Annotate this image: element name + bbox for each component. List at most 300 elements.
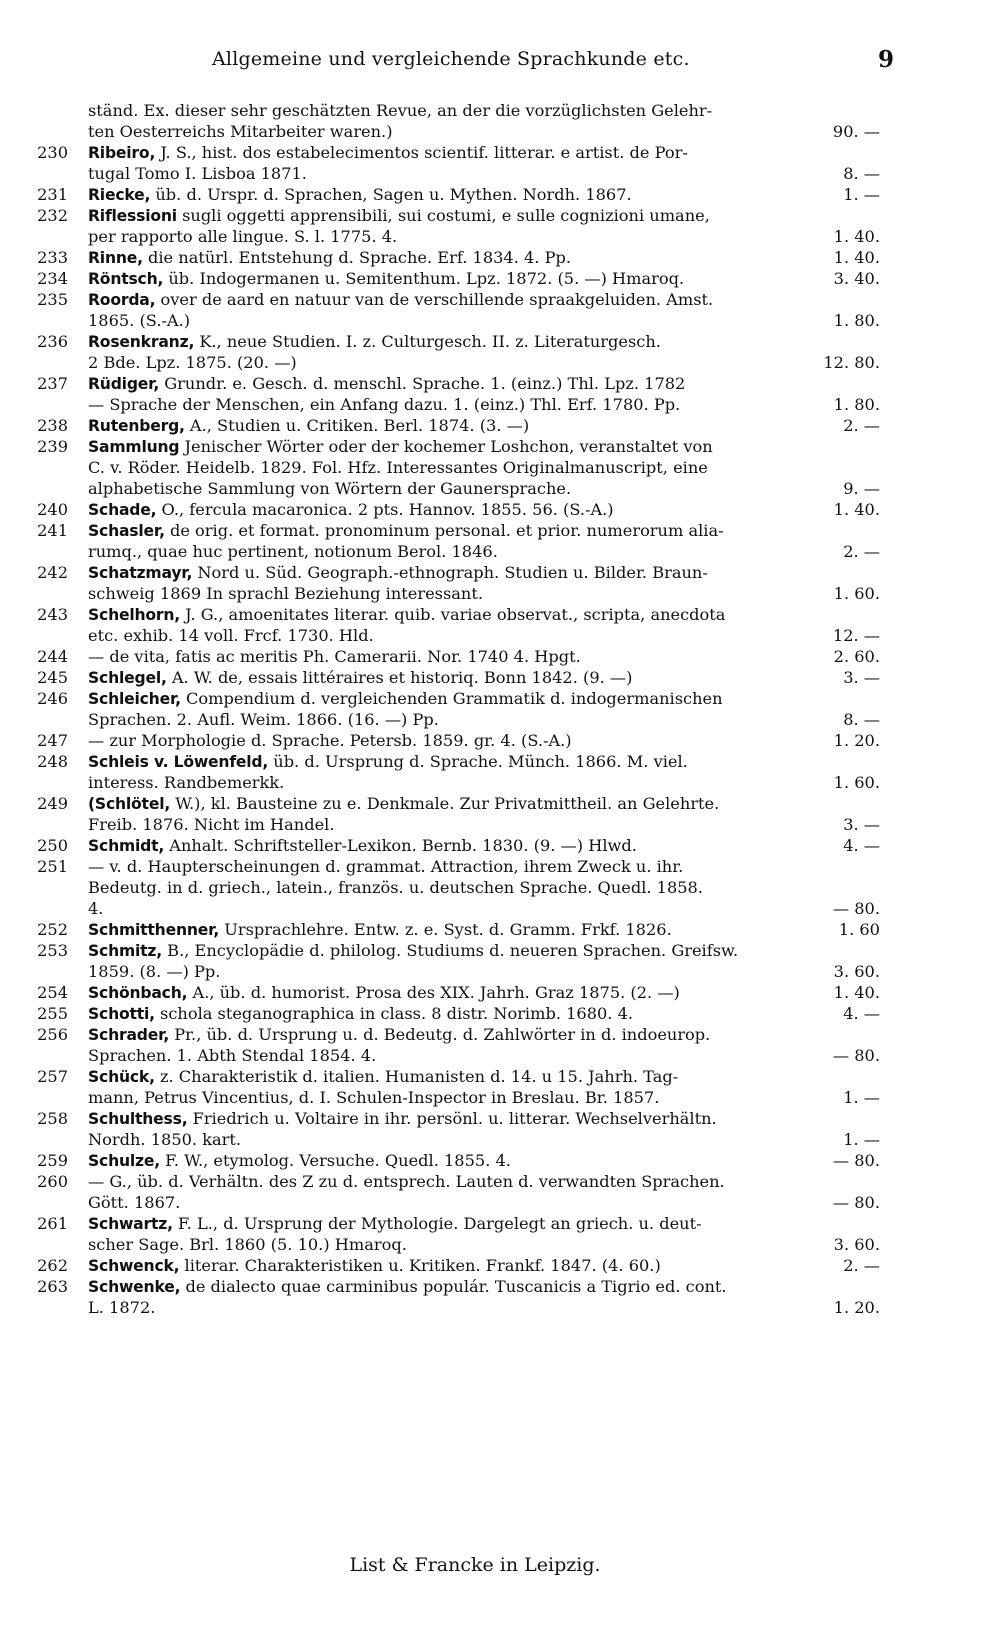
- entry-text: [88, 940, 738, 962]
- catalogue-entry: [0, 667, 1000, 688]
- entry-author: Riflessioni: [88, 207, 177, 225]
- catalogue-entry: [0, 730, 1000, 751]
- entry-price: 3. —: [843, 668, 880, 687]
- catalogue-entry: [0, 1024, 1000, 1066]
- entry-line: [0, 373, 1000, 394]
- entry-line: [0, 1234, 1000, 1255]
- entry-author: Schwenke,: [88, 1278, 181, 1296]
- entry-author: Schlegel,: [88, 669, 167, 687]
- catalogue-entry: [0, 562, 1000, 604]
- entry-text: [88, 1213, 702, 1235]
- entry-author: Schleicher,: [88, 690, 181, 708]
- entry-line: [0, 310, 1000, 331]
- entry-description: Freib. 1876. Nicht im Handel.: [88, 815, 335, 834]
- entry-author: Rüdiger,: [88, 375, 160, 393]
- catalogue-entry: [0, 940, 1000, 982]
- entry-line: [0, 289, 1000, 310]
- entry-text: [88, 961, 220, 982]
- entry-price: 8. —: [843, 710, 880, 729]
- entry-line: [0, 604, 1000, 625]
- entry-author: Schasler,: [88, 522, 165, 540]
- entry-number: 250: [37, 836, 68, 855]
- entry-number: 231: [37, 185, 68, 204]
- entry-price: — 80.: [832, 1046, 880, 1065]
- entry-price: 90. —: [832, 122, 880, 141]
- entry-line: [0, 877, 1000, 898]
- entry-number: 241: [37, 521, 68, 540]
- entry-number: 262: [37, 1256, 68, 1275]
- entry-number: 234: [37, 269, 68, 288]
- entry-description: die natürl. Entstehung d. Sprache. Erf. 1834. 4. Pp.: [142, 248, 571, 267]
- entry-text: [88, 100, 712, 121]
- entry-line: [0, 1108, 1000, 1129]
- entry-number: 245: [37, 668, 68, 687]
- catalogue-entry: [0, 604, 1000, 646]
- entry-description: Ursprachlehre. Entw. z. e. Syst. d. Gramm. Frkf. 1826.: [219, 920, 672, 939]
- entry-author: Schmidt,: [88, 837, 165, 855]
- entry-line: [0, 1171, 1000, 1192]
- entry-description: de dialecto quae carminibus populár. Tuscanicis a Tigrio ed. cont.: [180, 1277, 727, 1296]
- entry-number: 252: [37, 920, 68, 939]
- entry-line: [0, 751, 1000, 772]
- entry-author: Schleis v. Löwenfeld,: [88, 753, 269, 771]
- entry-description: Gött. 1867.: [88, 1193, 181, 1212]
- entry-number: 236: [37, 332, 68, 351]
- entry-text: [88, 541, 498, 562]
- entry-line: [0, 541, 1000, 562]
- entry-line: [0, 100, 1000, 121]
- entry-price: 3. —: [843, 815, 880, 834]
- entry-description: rumq., quae huc pertinent, notionum Berol. 1846.: [88, 542, 498, 561]
- entry-description: F. W., etymolog. Versuche. Quedl. 1855. 4.: [160, 1151, 511, 1170]
- entry-price: 1. —: [843, 1130, 880, 1149]
- entry-description: etc. exhib. 14 voll. Frcf. 1730. Hld.: [88, 626, 374, 645]
- entry-description: ten Oesterreichs Mitarbeiter waren.): [88, 122, 393, 141]
- catalogue-entry: [0, 1066, 1000, 1108]
- entry-number: 261: [37, 1214, 68, 1233]
- catalogue-entry: [0, 1150, 1000, 1171]
- entry-description: z. Charakteristik d. italien. Humanisten d. 14. u 15. Jahrh. Tag-: [154, 1067, 679, 1086]
- catalogue-entry: [0, 520, 1000, 562]
- entry-text: [88, 1108, 717, 1130]
- entry-description: üb. d. Urspr. d. Sprachen, Sagen u. Mythen. Nordh. 1867.: [150, 185, 632, 204]
- entry-line: [0, 982, 1000, 1003]
- entry-line: [0, 268, 1000, 289]
- entry-price: 1. 40.: [833, 248, 880, 267]
- catalogue-entry: [0, 205, 1000, 247]
- entry-number: 254: [37, 983, 68, 1002]
- entry-line: [0, 205, 1000, 226]
- entry-text: [88, 604, 725, 626]
- entry-line: [0, 415, 1000, 436]
- entry-number: 247: [37, 731, 68, 750]
- entry-price: 12. 80.: [823, 353, 880, 372]
- entry-author: Schade,: [88, 501, 157, 519]
- catalogue-entry: [0, 1213, 1000, 1255]
- entry-line: [0, 226, 1000, 247]
- entry-description: K., neue Studien. I. z. Culturgesch. II. z. Literaturgesch.: [194, 332, 661, 351]
- entry-line: [0, 772, 1000, 793]
- entry-text: [88, 625, 374, 646]
- entry-description: A., üb. d. humorist. Prosa des XIX. Jahrh. Graz 1875. (2. —): [187, 983, 680, 1002]
- catalogue-entry: [0, 856, 1000, 919]
- entry-price: 12. —: [832, 626, 880, 645]
- entry-description: over de aard en natuur van de verschillende spraakgeluiden. Amst.: [155, 290, 714, 309]
- entry-description: J. G., amoenitates literar. quib. variae observat., scripta, anecdota: [180, 605, 726, 624]
- entry-line: [0, 898, 1000, 919]
- entry-author: Schönbach,: [88, 984, 188, 1002]
- entry-text: [88, 1276, 727, 1298]
- entry-number: 253: [37, 941, 68, 960]
- entry-text: [88, 751, 688, 773]
- entry-description: 2 Bde. Lpz. 1875. (20. —): [88, 353, 297, 372]
- entry-description: 1859. (8. —) Pp.: [88, 962, 221, 981]
- entry-description: schweig 1869 In sprachl Beziehung interessant.: [88, 584, 483, 603]
- entry-number: 244: [37, 647, 68, 666]
- entry-description: per rapporto alle lingue. S. l. 1775. 4.: [88, 227, 398, 246]
- entry-text: [88, 688, 723, 710]
- entry-price: 4. —: [843, 1004, 880, 1023]
- entry-price: 2. 60.: [833, 647, 880, 666]
- entry-text: [88, 1171, 725, 1192]
- entry-description: sugli oggetti apprensibili, sui costumi, e sulle cognizioni umane,: [176, 206, 710, 225]
- entry-text: [88, 856, 683, 877]
- entry-text: [88, 1297, 155, 1318]
- entry-description: Sprachen. 1. Abth Stendal 1854. 4.: [88, 1046, 377, 1065]
- entry-author: Schulze,: [88, 1152, 160, 1170]
- entry-line: [0, 457, 1000, 478]
- entry-description: W.), kl. Bausteine zu e. Denkmale. Zur Privatmittheil. an Gelehrte.: [170, 794, 720, 813]
- entry-number: 251: [37, 857, 68, 876]
- entry-line: [0, 814, 1000, 835]
- entry-number: 249: [37, 794, 68, 813]
- entry-description: Jenischer Wörter oder der kochemer Loshchon, veranstaltet von: [179, 437, 713, 456]
- publisher-footer: [0, 1554, 1000, 1576]
- entry-text: [88, 352, 297, 373]
- entry-number: 233: [37, 248, 68, 267]
- entry-line: [0, 247, 1000, 268]
- entry-text: [88, 1150, 511, 1172]
- entry-description: — zur Morphologie d. Sprache. Petersb. 1859. gr. 4. (S.-A.): [88, 731, 572, 750]
- entry-text: [88, 1129, 241, 1150]
- entry-price: 1. —: [843, 1088, 880, 1107]
- entry-description: Bedeutg. in d. griech., latein., französ. u. deutschen Sprache. Quedl. 1858.: [88, 878, 704, 897]
- entry-description: ständ. Ex. dieser sehr geschätzten Revue, an der die vorzüglichsten Gelehr-: [88, 101, 713, 120]
- entry-line: [0, 646, 1000, 667]
- catalogue-entry: [0, 142, 1000, 184]
- entry-line: [0, 688, 1000, 709]
- entry-price: 2. —: [843, 542, 880, 561]
- entry-text: [88, 163, 307, 184]
- entry-price: 3. 60.: [833, 1235, 880, 1254]
- catalogue-entry: [0, 184, 1000, 205]
- entry-author: Rinne,: [88, 249, 143, 267]
- entry-text: [88, 1192, 180, 1213]
- entry-line: [0, 940, 1000, 961]
- catalogue-entry: [0, 1003, 1000, 1024]
- entry-price: 1. 80.: [833, 395, 880, 414]
- entry-description: alphabetische Sammlung von Wörtern der Gaunersprache.: [88, 479, 572, 498]
- entry-line: [0, 163, 1000, 184]
- entry-price: 1. —: [843, 185, 880, 204]
- entry-description: Nord u. Süd. Geograph.-ethnograph. Studien u. Bilder. Braun-: [192, 563, 708, 582]
- entry-description: Anhalt. Schriftsteller-Lexikon. Bernb. 1830. (9. —) Hlwd.: [164, 836, 637, 855]
- entry-description: üb. Indogermanen u. Semitenthum. Lpz. 1872. (5. —) Hmaroq.: [163, 269, 685, 288]
- entry-number: 257: [37, 1067, 68, 1086]
- entry-line: [0, 1045, 1000, 1066]
- entry-line: [0, 1066, 1000, 1087]
- entry-line: [0, 499, 1000, 520]
- entry-number: 259: [37, 1151, 68, 1170]
- entry-description: Pr., üb. d. Ursprung u. d. Bedeutg. d. Zahlwörter in d. indoeurop.: [169, 1025, 711, 1044]
- entry-number: 258: [37, 1109, 68, 1128]
- entry-text: [88, 436, 713, 458]
- entry-line: [0, 1297, 1000, 1318]
- entry-price: 1. 60.: [833, 584, 880, 603]
- catalogue-entry: [0, 835, 1000, 856]
- entry-author: Schück,: [88, 1068, 155, 1086]
- entry-text: [88, 1003, 633, 1025]
- entry-text: [88, 226, 397, 247]
- entry-description: schola steganographica in class. 8 distr. Norimb. 1680. 4.: [154, 1004, 634, 1023]
- entry-description: Nordh. 1850. kart.: [88, 1130, 242, 1149]
- catalogue-entry: [0, 499, 1000, 520]
- entry-line: [0, 394, 1000, 415]
- entry-text: [88, 583, 483, 604]
- entry-description: Grundr. e. Gesch. d. menschl. Sprache. 1. (einz.) Thl. Lpz. 1782: [159, 374, 686, 393]
- catalogue-entry: [0, 982, 1000, 1003]
- entry-text: [88, 709, 439, 730]
- entry-author: Röntsch,: [88, 270, 164, 288]
- entry-description: — Sprache der Menschen, ein Anfang dazu. 1. (einz.) Thl. Erf. 1780. Pp.: [88, 395, 681, 414]
- entry-line: [0, 1087, 1000, 1108]
- entry-author: (Schlötel,: [88, 795, 171, 813]
- entry-text: [88, 982, 680, 1004]
- entry-number: 255: [37, 1004, 68, 1023]
- entry-description: A. W. de, essais littéraires et historiq. Bonn 1842. (9. —): [166, 668, 633, 687]
- catalogue-entry: [0, 415, 1000, 436]
- entry-text: [88, 919, 672, 941]
- entry-line: [0, 520, 1000, 541]
- entry-text: [88, 268, 684, 290]
- entry-number: 232: [37, 206, 68, 225]
- entry-price: 1. 40.: [833, 983, 880, 1002]
- catalogue-entry: [0, 247, 1000, 268]
- entry-description: 4.: [88, 899, 104, 918]
- entry-price: — 80.: [832, 1151, 880, 1170]
- entry-text: [88, 793, 719, 815]
- entry-line: [0, 478, 1000, 499]
- catalogue-entry: [0, 1171, 1000, 1213]
- entry-description: üb. d. Ursprung d. Sprache. Münch. 1866. M. viel.: [268, 752, 688, 771]
- entry-text: [88, 142, 688, 164]
- entry-line: [0, 1003, 1000, 1024]
- entry-description: interess. Randbemerkk.: [88, 773, 285, 792]
- entry-author: Roorda,: [88, 291, 156, 309]
- entry-line: [0, 709, 1000, 730]
- entry-number: 246: [37, 689, 68, 708]
- entry-description: tugal Tomo I. Lisboa 1871.: [88, 164, 307, 183]
- entry-description: B., Encyclopädie d. philolog. Studiums d. neueren Sprachen. Greifsw.: [162, 941, 739, 960]
- entry-number: 238: [37, 416, 68, 435]
- entry-line: [0, 856, 1000, 877]
- entry-number: 237: [37, 374, 68, 393]
- entry-line: [0, 625, 1000, 646]
- catalogue-entry: [0, 436, 1000, 499]
- entry-description: F. L., d. Ursprung der Mythologie. Dargelegt an griech. u. deut-: [172, 1214, 702, 1233]
- entry-number: 240: [37, 500, 68, 519]
- entry-text: [88, 394, 680, 415]
- entry-description: L. 1872.: [88, 1298, 156, 1317]
- catalogue-entry: [0, 373, 1000, 415]
- entry-price: 3. 60.: [833, 962, 880, 981]
- entry-price: 3. 40.: [833, 269, 880, 288]
- entry-description: C. v. Röder. Heidelb. 1829. Fol. Hfz. Interessantes Originalmanuscript, eine: [88, 458, 708, 477]
- catalogue-entry: [0, 331, 1000, 373]
- entry-author: Schotti,: [88, 1005, 155, 1023]
- entry-description: de orig. et format. pronominum personal. et prior. numerorum alia-: [164, 521, 724, 540]
- entry-description: Compendium d. vergleichenden Grammatik d. indogermanischen: [180, 689, 723, 708]
- entry-line: [0, 142, 1000, 163]
- entry-line: [0, 1213, 1000, 1234]
- entry-line: [0, 583, 1000, 604]
- entry-text: [88, 772, 284, 793]
- entry-text: [88, 1066, 678, 1088]
- entry-price: 1. 20.: [833, 731, 880, 750]
- entry-line: [0, 436, 1000, 457]
- entry-line: [0, 1024, 1000, 1045]
- entry-text: [88, 247, 571, 269]
- entry-author: Schwenck,: [88, 1257, 180, 1275]
- entry-text: [88, 289, 713, 311]
- entry-author: Schmitthenner,: [88, 921, 220, 939]
- entry-price: — 80.: [832, 1193, 880, 1212]
- entry-number: 263: [37, 1277, 68, 1296]
- entry-text: [88, 667, 632, 689]
- entry-number: 239: [37, 437, 68, 456]
- entry-text: [88, 310, 190, 331]
- entry-line: [0, 1129, 1000, 1150]
- catalogue-entry: [0, 100, 1000, 142]
- entry-line: [0, 1276, 1000, 1297]
- entry-line: [0, 835, 1000, 856]
- entry-line: [0, 1192, 1000, 1213]
- entry-text: [88, 1045, 376, 1066]
- catalogue-entry: [0, 793, 1000, 835]
- entry-description: mann, Petrus Vincentius, d. I. Schulen-Inspector in Breslau. Br. 1857.: [88, 1088, 660, 1107]
- entry-line: [0, 562, 1000, 583]
- entry-description: O., fercula macaronica. 2 pts. Hannov. 1855. 56. (S.-A.): [156, 500, 614, 519]
- entry-price: 1. 40.: [833, 227, 880, 246]
- entry-text: [88, 1087, 659, 1108]
- entry-description: scher Sage. Brl. 1860 (5. 10.) Hmaroq.: [88, 1235, 407, 1254]
- entry-description: — G., üb. d. Verhältn. des Z zu d. entsprech. Lauten d. verwandten Sprachen.: [88, 1172, 725, 1191]
- entry-price: 1. 20.: [833, 1298, 880, 1317]
- entry-description: — de vita, fatis ac meritis Ph. Camerarii. Nor. 1740 4. Hpgt.: [88, 647, 581, 666]
- entry-text: [88, 520, 724, 542]
- entry-text: [88, 730, 572, 751]
- entry-price: 2. —: [843, 1256, 880, 1275]
- entry-price: 4. —: [843, 836, 880, 855]
- entry-price: 9. —: [843, 479, 880, 498]
- entry-price: — 80.: [832, 899, 880, 918]
- entry-description: J. S., hist. dos estabelecimentos scientif. litterar. e artist. de Por-: [155, 143, 688, 162]
- footer-text: List & Francke in Leipzig.: [349, 1554, 601, 1576]
- entry-line: [0, 121, 1000, 142]
- entry-author: Sammlung: [88, 438, 180, 456]
- entry-text: [88, 184, 632, 206]
- catalogue-entry: [0, 1276, 1000, 1318]
- entry-description: — v. d. Haupterscheinungen d. grammat. Attraction, ihrem Zweck u. ihr.: [88, 857, 684, 876]
- entry-text: [88, 562, 708, 584]
- entry-text: [88, 373, 685, 395]
- entry-text: [88, 331, 661, 353]
- entry-number: 243: [37, 605, 68, 624]
- entry-text: [88, 205, 710, 227]
- entry-description: Friedrich u. Voltaire in ihr. persönl. u. litterar. Wechselverhältn.: [187, 1109, 717, 1128]
- entry-author: Schatzmayr,: [88, 564, 193, 582]
- entry-text: [88, 898, 103, 919]
- entry-text: [88, 1255, 661, 1277]
- catalogue-entry: [0, 646, 1000, 667]
- catalogue-list: [0, 100, 1000, 1318]
- entry-description: A., Studien u. Critiken. Berl. 1874. (3. —): [184, 416, 530, 435]
- entry-description: 1865. (S.-A.): [88, 311, 191, 330]
- page-number: 9: [878, 46, 895, 73]
- entry-number: 256: [37, 1025, 68, 1044]
- entry-line: [0, 730, 1000, 751]
- entry-line: [0, 1150, 1000, 1171]
- entry-line: [0, 961, 1000, 982]
- entry-author: Ribeiro,: [88, 144, 156, 162]
- entry-text: [88, 814, 334, 835]
- entry-number: 230: [37, 143, 68, 162]
- entry-price: 2. —: [843, 416, 880, 435]
- entry-author: Schulthess,: [88, 1110, 188, 1128]
- entry-line: [0, 793, 1000, 814]
- entry-line: [0, 919, 1000, 940]
- entry-text: [88, 415, 529, 437]
- entry-text: [88, 1024, 710, 1046]
- entry-author: Rosenkranz,: [88, 333, 195, 351]
- entry-price: 1. 60.: [833, 773, 880, 792]
- entry-description: Sprachen. 2. Aufl. Weim. 1866. (16. —) Pp.: [88, 710, 439, 729]
- catalogue-entry: [0, 268, 1000, 289]
- entry-author: Rutenberg,: [88, 417, 185, 435]
- catalogue-entry: [0, 688, 1000, 730]
- entry-price: 1. 60: [838, 920, 880, 939]
- entry-line: [0, 184, 1000, 205]
- catalogue-entry: [0, 1255, 1000, 1276]
- entry-author: Schmitz,: [88, 942, 163, 960]
- entry-text: [88, 499, 614, 521]
- entry-number: 248: [37, 752, 68, 771]
- entry-text: [88, 457, 708, 478]
- entry-author: Schwartz,: [88, 1215, 173, 1233]
- entry-text: [88, 646, 581, 667]
- entry-text: [88, 478, 571, 499]
- catalogue-entry: [0, 1108, 1000, 1150]
- entry-line: [0, 352, 1000, 373]
- entry-text: [88, 121, 393, 142]
- entry-number: 242: [37, 563, 68, 582]
- catalogue-entry: [0, 289, 1000, 331]
- entry-author: Schelhorn,: [88, 606, 181, 624]
- entry-text: [88, 1234, 407, 1255]
- entry-price: 1. 40.: [833, 500, 880, 519]
- header-title: Allgemeine und vergleichende Sprachkunde etc.: [212, 48, 690, 70]
- entry-line: [0, 667, 1000, 688]
